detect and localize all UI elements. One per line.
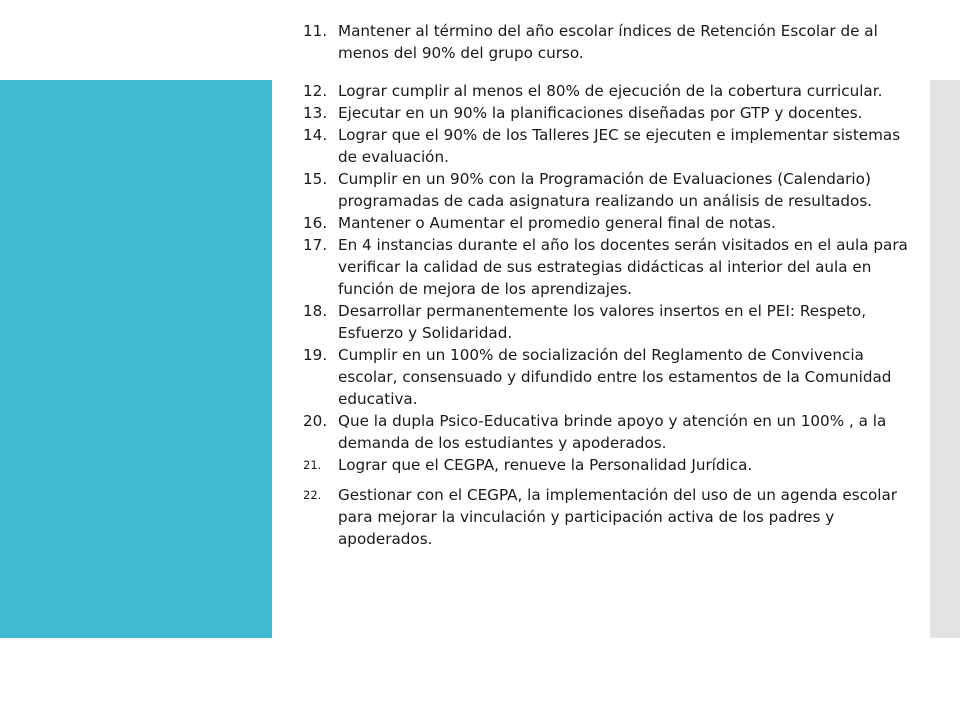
item-number: 11.	[303, 22, 328, 40]
item-text: Ejecutar en un 90% la planificaciones diseñadas por GTP y docentes.	[338, 104, 863, 122]
item-text: Desarrollar permanentemente los valores insertos en el PEI: Respeto, Esfuerzo y Solidaridad.	[338, 302, 867, 342]
item-number: 17.	[303, 236, 328, 254]
item-text: Lograr cumplir al menos el 80% de ejecución de la cobertura curricular.	[338, 82, 883, 100]
list-item	[303, 168, 913, 212]
list-item	[303, 484, 913, 550]
item-text: Gestionar con el CEGPA, la implementación del uso de un agenda escolar para mejorar la vinculación y participación activa de los padres y apoderados.	[338, 486, 898, 548]
list-item	[303, 212, 913, 234]
item-number: 15.	[303, 170, 328, 188]
list-item	[303, 20, 913, 64]
list-item	[303, 102, 913, 124]
item-text: Mantener o Aumentar el promedio general final de notas.	[338, 214, 776, 232]
side-panel	[930, 80, 960, 638]
item-text: Que la dupla Psico-Educativa brinde apoyo y atención en un 100% , a la demanda de los estudiantes y apoderados.	[338, 412, 887, 452]
item-number: 18.	[303, 302, 328, 320]
accent-panel	[0, 80, 272, 638]
item-number: 20.	[303, 412, 328, 430]
item-number: 22.	[303, 488, 322, 502]
objectives-list	[303, 20, 913, 550]
list-item	[303, 80, 913, 102]
item-text: Lograr que el 90% de los Talleres JEC se ejecuten e implementar sistemas de evaluación.	[338, 126, 901, 166]
item-number: 21.	[303, 458, 322, 472]
list-item	[303, 454, 913, 476]
item-text: Mantener al término del año escolar índices de Retención Escolar de al menos del 90% del grupo curso.	[338, 22, 878, 62]
item-number: 19.	[303, 346, 328, 364]
item-number: 14.	[303, 126, 328, 144]
list-item	[303, 344, 913, 410]
item-number: 16.	[303, 214, 328, 232]
list-item	[303, 124, 913, 168]
list-item	[303, 234, 913, 300]
item-text: Cumplir en un 90% con la Programación de Evaluaciones (Calendario) programadas de cada asignatura realizando un análisis de resultados.	[338, 170, 873, 210]
item-text: Cumplir en un 100% de socialización del Reglamento de Convivencia escolar, consensuado y difundido entre los estamentos de la Comunidad educativa.	[338, 346, 892, 408]
item-text: Lograr que el CEGPA, renueve la Personalidad Jurídica.	[338, 456, 753, 474]
item-number: 13.	[303, 104, 328, 122]
item-number: 12.	[303, 82, 328, 100]
list-item	[303, 410, 913, 454]
item-text: En 4 instancias durante el año los docentes serán visitados en el aula para verificar la calidad de sus estrategias didácticas al interior del aula en función de mejora de los aprendizajes.	[338, 236, 908, 298]
list-item	[303, 300, 913, 344]
